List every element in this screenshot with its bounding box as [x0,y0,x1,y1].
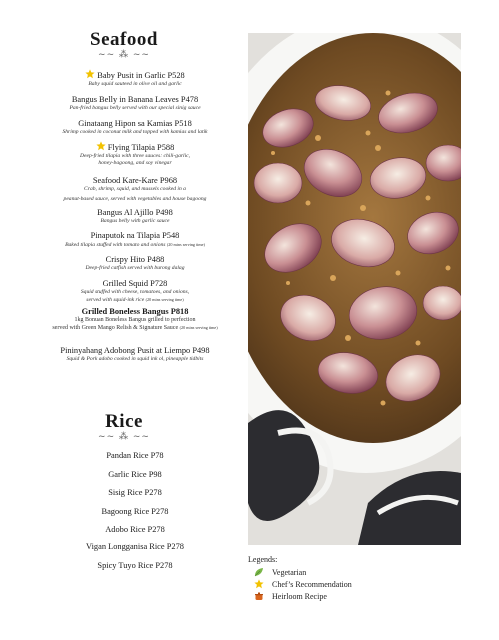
item-desc: peanut-based sauce, served with vegetables and house bagoong [63,196,207,203]
menu-item [30,346,240,363]
menu-column [0,0,248,640]
item-price: P968 [159,176,178,185]
menu-item [30,279,240,304]
item-price: P818 [170,307,189,316]
rice-item [30,507,240,517]
item-name: Baby Pusit in Garlic [97,71,166,80]
legend-label: Heirloom Recipe [272,591,327,601]
item-name: Spicy Tuyo Rice [97,561,154,570]
seafood-title: Seafood [90,29,158,50]
menu-item [30,307,240,332]
item-desc: Shrimp cooked in coconut milk and topped with kamias and latik [62,129,208,135]
menu-item [30,176,240,203]
item-price: P78 [150,451,164,460]
legend-label: Chef’s Recommendation [272,579,352,589]
item-name: Seafood Kare-Kare [92,176,158,185]
item-name: Pandan Rice [106,451,149,460]
serving-time-note: (20 mins serving time) [166,242,205,247]
item-name: Flying Tilapia [107,143,155,152]
item-price: P278 [147,525,165,534]
legend-vegetarian [254,566,448,578]
item-desc: honey-bagoong, and soy vinegar [98,160,172,167]
rice-item [30,525,240,535]
item-name: Bangus Al Ajillo [97,208,154,217]
item-desc: Deep-fried tilapia with three sauces: chili-garlic, [79,153,191,159]
item-desc: 1kg Bonuan Boneless Bangus grilled to perfection [74,317,196,323]
rice-item [30,470,240,480]
item-name: Crispy Hito [105,255,145,264]
star-icon [254,579,264,589]
item-price: P548 [162,231,180,240]
item-price: P498 [192,346,210,355]
item-name: Bangus Belly in Banana Leaves [71,95,179,104]
legend-chefs-recommendation [254,578,448,590]
rice-item [30,488,240,498]
legend-heirloom-recipe [254,590,448,602]
menu-item [30,141,240,167]
food-photo [248,33,461,545]
legend-label: Vegetarian [272,567,307,577]
pot-icon [254,591,264,601]
title-flourish: ~~ ⁂ ~~ [98,432,150,442]
item-name: Grilled Boneless Bangus [81,307,169,316]
star-icon [85,69,95,79]
item-name: Pinaputok na Tilapia [90,231,160,240]
item-desc: Pan-fried bangus belly served with our special sinig sauce [69,105,201,111]
item-desc: Squid stuffed with cheese, tomatoes, and onions, [80,289,190,295]
menu-item [30,208,240,225]
item-name: Adobo Rice [105,525,146,534]
rice-item [30,451,240,461]
rice-title: Rice [105,411,143,432]
item-price: P278 [166,542,184,551]
item-name: Ginataang Hipon sa Kamias [78,119,173,128]
menu-item [30,255,240,272]
serving-time-note: (20 mins serving time) [179,325,218,331]
item-price: P278 [155,561,173,570]
rice-item [30,561,240,571]
item-price: P478 [180,95,199,104]
item-price: P278 [151,507,169,516]
leaf-icon [254,567,264,577]
menu-item [30,119,240,136]
item-name: Sisig Rice [108,488,143,497]
item-price: P528 [167,71,185,80]
item-name: Vigan Longganisa Rice [86,542,165,551]
item-price: P98 [148,470,162,479]
item-price: P518 [174,119,192,128]
item-desc: Baby squid sauteed in olive oil and garlic [88,81,182,87]
item-name: Bagoong Rice [101,507,150,516]
item-desc: Squid & Pork adobo cooked in squid ink ol, pineapple tidbits [66,356,204,362]
item-desc: Baked tilapia stuffed with tomato and onions [65,242,166,248]
item-name: Garlic Rice [108,470,147,479]
menu-item [30,231,240,249]
item-name: Grilled Squid [102,279,149,288]
item-desc: Bangus belly with garlic sauce [100,218,170,224]
item-desc: Deep-fried catfish served with burong dalag [85,265,185,271]
legends-title: Legends: [248,555,278,564]
legends [248,555,448,602]
menu-item [30,69,240,88]
title-flourish: ~~ ⁂ ~~ [98,50,150,60]
item-price: P728 [150,279,168,288]
item-desc: served with Green Mango Relish & Signature Sauce [52,325,179,332]
food-photo-illustration [248,33,461,545]
item-price: P278 [144,488,162,497]
menu-item [30,95,240,112]
item-price: P588 [157,143,175,152]
item-name: Pininyahang Adobong Pusit at Liempo [60,346,191,355]
serving-time-note: (20 mins serving time) [145,297,184,303]
item-desc: Crab, shrimp, squid, and mussels cooked in a [84,186,186,192]
item-price: P498 [155,208,173,217]
star-icon [96,141,106,151]
rice-item [30,542,240,552]
item-price: P488 [147,255,165,264]
item-desc: served with squid-ink rice [86,297,145,304]
